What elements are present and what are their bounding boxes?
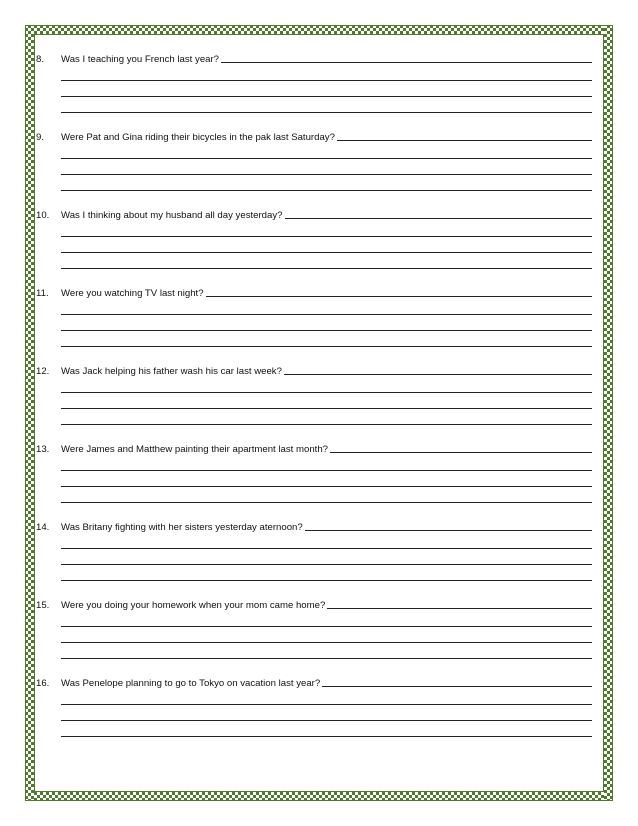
question-13	[36, 438, 592, 516]
question-number: 15.	[36, 600, 50, 611]
question-line	[36, 48, 592, 65]
answer-line[interactable]	[61, 65, 592, 81]
question-line	[36, 126, 592, 143]
answer-line[interactable]	[61, 299, 592, 315]
answer-blank[interactable]	[206, 295, 592, 297]
answer-line[interactable]	[61, 487, 592, 503]
answer-line[interactable]	[61, 97, 592, 113]
question-text: Were Pat and Gina riding their bicycles in the pak last Saturday?	[61, 132, 335, 143]
answer-line[interactable]	[61, 315, 592, 331]
question-text: Was I thinking about my husband all day yesterday?	[61, 210, 283, 221]
answer-line[interactable]	[61, 643, 592, 659]
question-text: Was Penelope planning to go to Tokyo on vacation last year?	[61, 678, 321, 689]
worksheet-content	[36, 48, 592, 750]
question-text: Was I teaching you French last year?	[61, 54, 220, 65]
question-15	[36, 594, 592, 672]
answer-blank[interactable]	[305, 529, 592, 531]
question-16	[36, 672, 592, 750]
checkered-border-top	[25, 25, 613, 34]
question-text: Were you doing your homework when your mom came home?	[61, 600, 326, 611]
question-number: 8.	[36, 54, 45, 65]
question-12	[36, 360, 592, 438]
question-text: Were James and Matthew painting their apartment last month?	[61, 444, 328, 455]
answer-line[interactable]	[61, 611, 592, 627]
answer-line[interactable]	[61, 393, 592, 409]
question-number: 16.	[36, 678, 50, 689]
question-line	[36, 438, 592, 455]
answer-line[interactable]	[61, 721, 592, 737]
question-line	[36, 360, 592, 377]
answer-blank[interactable]	[327, 607, 592, 609]
question-line	[36, 204, 592, 221]
answer-line[interactable]	[61, 253, 592, 269]
question-text: Was Britany fighting with her sisters yesterday aternoon?	[61, 522, 303, 533]
question-number: 14.	[36, 522, 50, 533]
question-line	[36, 282, 592, 299]
checkered-border-right	[604, 25, 613, 801]
answer-line[interactable]	[61, 533, 592, 549]
answer-line[interactable]	[61, 549, 592, 565]
checkered-border-bottom	[25, 792, 613, 801]
answer-line[interactable]	[61, 565, 592, 581]
answer-line[interactable]	[61, 377, 592, 393]
question-line	[36, 594, 592, 611]
answer-line[interactable]	[61, 237, 592, 253]
question-11	[36, 282, 592, 360]
answer-line[interactable]	[61, 471, 592, 487]
answer-line[interactable]	[61, 81, 592, 97]
answer-blank[interactable]	[285, 217, 593, 219]
question-14	[36, 516, 592, 594]
question-number: 13.	[36, 444, 50, 455]
answer-line[interactable]	[61, 689, 592, 705]
answer-line[interactable]	[61, 175, 592, 191]
question-10	[36, 204, 592, 282]
question-number: 11.	[36, 288, 49, 299]
answer-line[interactable]	[61, 409, 592, 425]
answer-line[interactable]	[61, 705, 592, 721]
answer-line[interactable]	[61, 331, 592, 347]
answer-blank[interactable]	[337, 139, 592, 141]
answer-blank[interactable]	[322, 685, 592, 687]
answer-blank[interactable]	[284, 373, 592, 375]
question-8	[36, 48, 592, 126]
question-text: Were you watching TV last night?	[61, 288, 204, 299]
question-9	[36, 126, 592, 204]
answer-blank[interactable]	[221, 61, 592, 63]
question-line	[36, 516, 592, 533]
question-number: 12.	[36, 366, 50, 377]
checkered-border-left	[25, 25, 34, 801]
question-text: Was Jack helping his father wash his car last week?	[61, 366, 282, 377]
answer-line[interactable]	[61, 221, 592, 237]
answer-line[interactable]	[61, 143, 592, 159]
question-number: 10.	[36, 210, 50, 221]
answer-line[interactable]	[61, 159, 592, 175]
answer-blank[interactable]	[330, 451, 592, 453]
question-number: 9.	[36, 132, 45, 143]
answer-line[interactable]	[61, 455, 592, 471]
answer-line[interactable]	[61, 627, 592, 643]
question-line	[36, 672, 592, 689]
